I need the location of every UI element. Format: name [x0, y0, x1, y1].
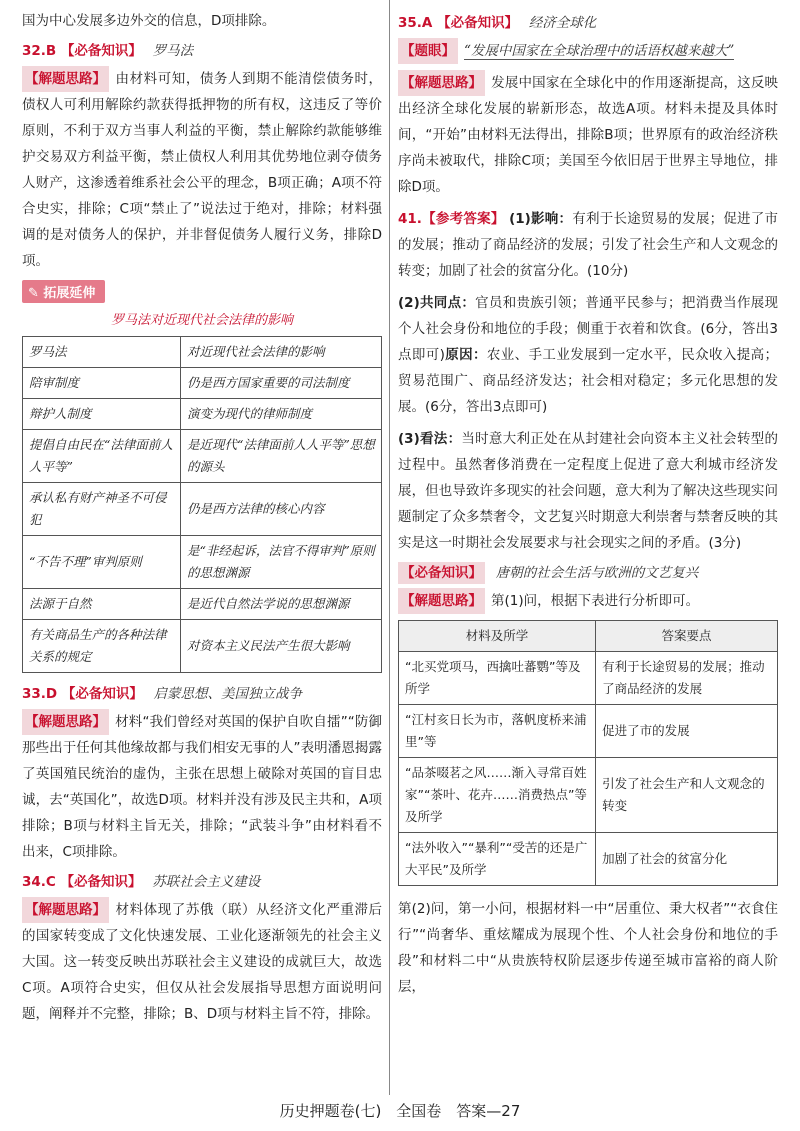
q41-analysis-text: 第(1)问，根据下表进行分析即可。	[491, 593, 700, 609]
q41-p2b-text: 农业、手工业发展到一定水平，民众收入提高；贸易范围广、商品经济发达；社会相对稳定；多元化思想的发展。(6分，答出3点即可)	[398, 347, 778, 415]
table-cell: 对近现代社会法律的影响	[180, 337, 381, 368]
answer-table-row	[399, 833, 778, 886]
q41-knowledge-tag: 【必备知识】	[398, 562, 485, 584]
q41-p1-text: 有利于长途贸易的发展；促进了市的发展；推动了商品经济的发展；引发了社会生产和人文观念的转变；加剧了社会的贫富分化。(10分)	[398, 211, 779, 279]
law-table-row	[23, 368, 382, 399]
q32-header	[22, 40, 382, 62]
left-column	[22, 8, 382, 1033]
q41-analysis-tag: 【解题思路】	[398, 588, 485, 614]
table-header-answer: 答案要点	[596, 621, 778, 652]
extension-badge-label: 拓展延伸	[43, 286, 96, 301]
q41-knowledge: 唐朝的社会生活与欧洲的文艺复兴	[495, 565, 699, 581]
table-cell: 是近现代“法律面前人人平等”思想的源头	[180, 430, 381, 483]
table-cell: 辩护人制度	[23, 399, 181, 430]
table-cell: 促进了市的发展	[596, 705, 778, 758]
q33-knowledge: 启蒙思想、美国独立战争	[153, 686, 303, 702]
q35-knowledge: 经济全球化	[528, 15, 597, 31]
q33-analysis-text: 材料“我们曾经对英国的保护自吹自擂”“防御那些出于任何其他缘故都与我们相安无事的人”表明潘恩揭露了英国殖民统治的虚伪，主张在思想上破除对英国的盲目忠诚，去“英国化”，故选D项。材料并没有涉及民主共和，A项排除；B项与材料主旨无关，排除；“武装斗争”由材料看不出来，C项排除。	[22, 714, 382, 860]
q32-analysis-text: 由材料可知，债务人到期不能清偿债务时，债权人可利用解除约款获得抵押物的所有权，这违反了等价原则，不利于双方当事人利益的平衡，禁止解除约款能够维护交易双方利益平衡，禁止债权人利用其优势地位剥夺债务人财产，这渗透着维系社会公平的理念，B项正确；A项不符合史实，排除；C项“禁止了”说法过于绝对，排除；材料强调的是对债务人的保护，并非督促债务人履行义务，排除D项。	[22, 71, 382, 269]
q34-number: 34.C	[22, 874, 56, 890]
intro-text: 国为中心发展多边外交的信息，D项排除。	[22, 13, 276, 29]
q41-p2-head: (2)共同点：	[398, 295, 476, 311]
extension-section	[22, 280, 382, 673]
q41-part1	[398, 206, 778, 284]
q41-p1-head: (1)影响：	[509, 211, 573, 227]
law-table-row	[23, 536, 382, 589]
q34-analysis-text: 材料体现了苏俄（联）从经济文化严重滞后的国家转变成了文化快速发展、工业化逐渐领先的社会主义大国。这一转变反映出苏联社会主义建设的成就巨大，故选C项。A项符合史实，但仅从社会发展指导思想方面说明问题，阐释并不完整，排除；B、D项与材料主旨不符，排除。	[22, 902, 382, 1022]
page-footer: 历史押题卷(七) 全国卷 答案—27	[279, 1102, 521, 1120]
table-cell: 陪审制度	[23, 368, 181, 399]
extension-badge: ✎ 拓展延伸	[22, 280, 105, 303]
column-divider	[389, 0, 390, 1095]
table-cell: “江村亥日长为市，落帆度桥来浦里”等	[399, 705, 596, 758]
table-cell: “法外收入”“暴利”“受苦的还是广大平民”及所学	[399, 833, 596, 886]
q34-tag: 【必备知识】	[60, 874, 142, 890]
q35-header	[398, 12, 778, 34]
q34-analysis-tag: 【解题思路】	[22, 897, 109, 923]
table-cell: 演变为现代的律师制度	[180, 399, 381, 430]
table-cell: 引发了社会生产和人文观念的转变	[596, 758, 778, 833]
q41-answer-table-body	[399, 652, 778, 886]
q34-analysis	[22, 897, 382, 1027]
q35-eye	[398, 38, 778, 64]
table-header-material: 材料及所学	[399, 621, 596, 652]
law-table-row	[23, 399, 382, 430]
q35-analysis-text: 发展中国家在全球化中的作用逐渐提高，这反映出经济全球化发展的崭新形态，故选A项。材料未提及具体时间，“开始”由材料无法得出，排除B项；世界原有的政治经济秩序尚未被取代，排除C项；美国至今依旧居于世界主导地位，排除D项。	[398, 75, 778, 195]
table-cell: 加剧了社会的贫富分化	[596, 833, 778, 886]
q41-analysis	[398, 588, 778, 614]
table-cell: 罗马法	[23, 337, 181, 368]
extension-title: 罗马法对近现代社会法律的影响	[110, 313, 293, 328]
q32-number: 32.B	[22, 43, 57, 59]
q41-part2	[398, 290, 778, 420]
law-table-row	[23, 620, 382, 673]
q35-analysis	[398, 70, 778, 200]
q35-eye-tag: 【题眼】	[398, 38, 458, 64]
q33-header	[22, 683, 382, 705]
q41-tag: 【参考答案】	[421, 211, 505, 227]
q35-number: 35.A	[398, 15, 433, 31]
answer-table-row	[399, 652, 778, 705]
q34-header	[22, 871, 382, 893]
q33-analysis-tag: 【解题思路】	[22, 709, 109, 735]
answer-table-row	[399, 705, 778, 758]
table-cell: “不告不理”审判原则	[23, 536, 181, 589]
q41-answer-table	[398, 620, 778, 886]
q41-p3-head: (3)看法：	[398, 431, 462, 447]
table-cell: “北买党项马，西擒吐蕃鹦”等及所学	[399, 652, 596, 705]
q32-tag: 【必备知识】	[60, 43, 142, 59]
q32-analysis-tag: 【解题思路】	[22, 66, 109, 92]
table-cell: “品茶啜茗之风……渐入寻常百姓家”“茶叶、花卉……消费热点”等及所学	[399, 758, 596, 833]
law-table-row	[23, 430, 382, 483]
q32-knowledge: 罗马法	[152, 43, 194, 59]
table-cell: 是“非经起诉，法官不得审判”原则的思想渊源	[180, 536, 381, 589]
law-table-row	[23, 589, 382, 620]
table-cell: 有利于长途贸易的发展；推动了商品经济的发展	[596, 652, 778, 705]
q33-number: 33.D	[22, 686, 58, 702]
table-cell: 法源于自然	[23, 589, 181, 620]
answer-table-row	[399, 758, 778, 833]
q32-analysis	[22, 66, 382, 274]
roman-law-table-body	[23, 337, 382, 673]
law-table-row	[23, 337, 382, 368]
q33-tag: 【必备知识】	[61, 686, 143, 702]
q35-tag: 【必备知识】	[437, 15, 519, 31]
q35-analysis-tag: 【解题思路】	[398, 70, 485, 96]
table-cell: 对资本主义民法产生很大影响	[180, 620, 381, 673]
table-cell: 承认私有财产神圣不可侵犯	[23, 483, 181, 536]
table-cell: 仍是西方国家重要的司法制度	[180, 368, 381, 399]
q41-q2-analysis: 第(2)问，第一小问，根据材料一中“居重位、秉大权者”“衣食住行”“尚奢华、重炫耀成为展现个性、个人社会身份和地位的手段”和材料二中“从贵族特权阶层逐步传递至城市富裕的商人阶层，	[398, 901, 778, 995]
roman-law-table	[22, 336, 382, 673]
table-cell: 提倡自由民在“法律面前人人平等”	[23, 430, 181, 483]
q41-knowledge-header	[398, 562, 778, 584]
q41-number: 41.	[398, 211, 422, 227]
table-cell: 仍是西方法律的核心内容	[180, 483, 381, 536]
law-table-row	[23, 483, 382, 536]
q41-answer-table-header	[399, 621, 778, 652]
q33-analysis	[22, 709, 382, 865]
q34-knowledge: 苏联社会主义建设	[152, 874, 261, 890]
table-cell: 是近代自然法学说的思想渊源	[180, 589, 381, 620]
right-column	[398, 8, 778, 1006]
q41-p2b-head: 原因：	[444, 347, 487, 363]
q41-p3-text: 当时意大利正处在从封建社会向资本主义社会转型的过程中。虽然奢侈消费在一定程度上促进了意大利城市经济发展，但也导致许多现实的社会问题，意大利为了解决这些现实问题制定了众多禁奢令，文艺复兴时期意大利崇奢与禁奢反映的其实是这一时期社会发展要求与社会现实之间的矛盾。(3分)	[398, 431, 779, 551]
q35-eye-text: “发展中国家在全球治理中的话语权越来越大”	[464, 43, 735, 59]
table-cell: 有关商品生产的各种法律关系的规定	[23, 620, 181, 673]
q41-p2-text: 官员和贵族引领；普通平民参与；把消费当作展现个人社会身份和地位的手段；侧重于衣着和饮食。(6分，答出3点即可)	[398, 295, 779, 363]
q41-part3	[398, 426, 778, 556]
